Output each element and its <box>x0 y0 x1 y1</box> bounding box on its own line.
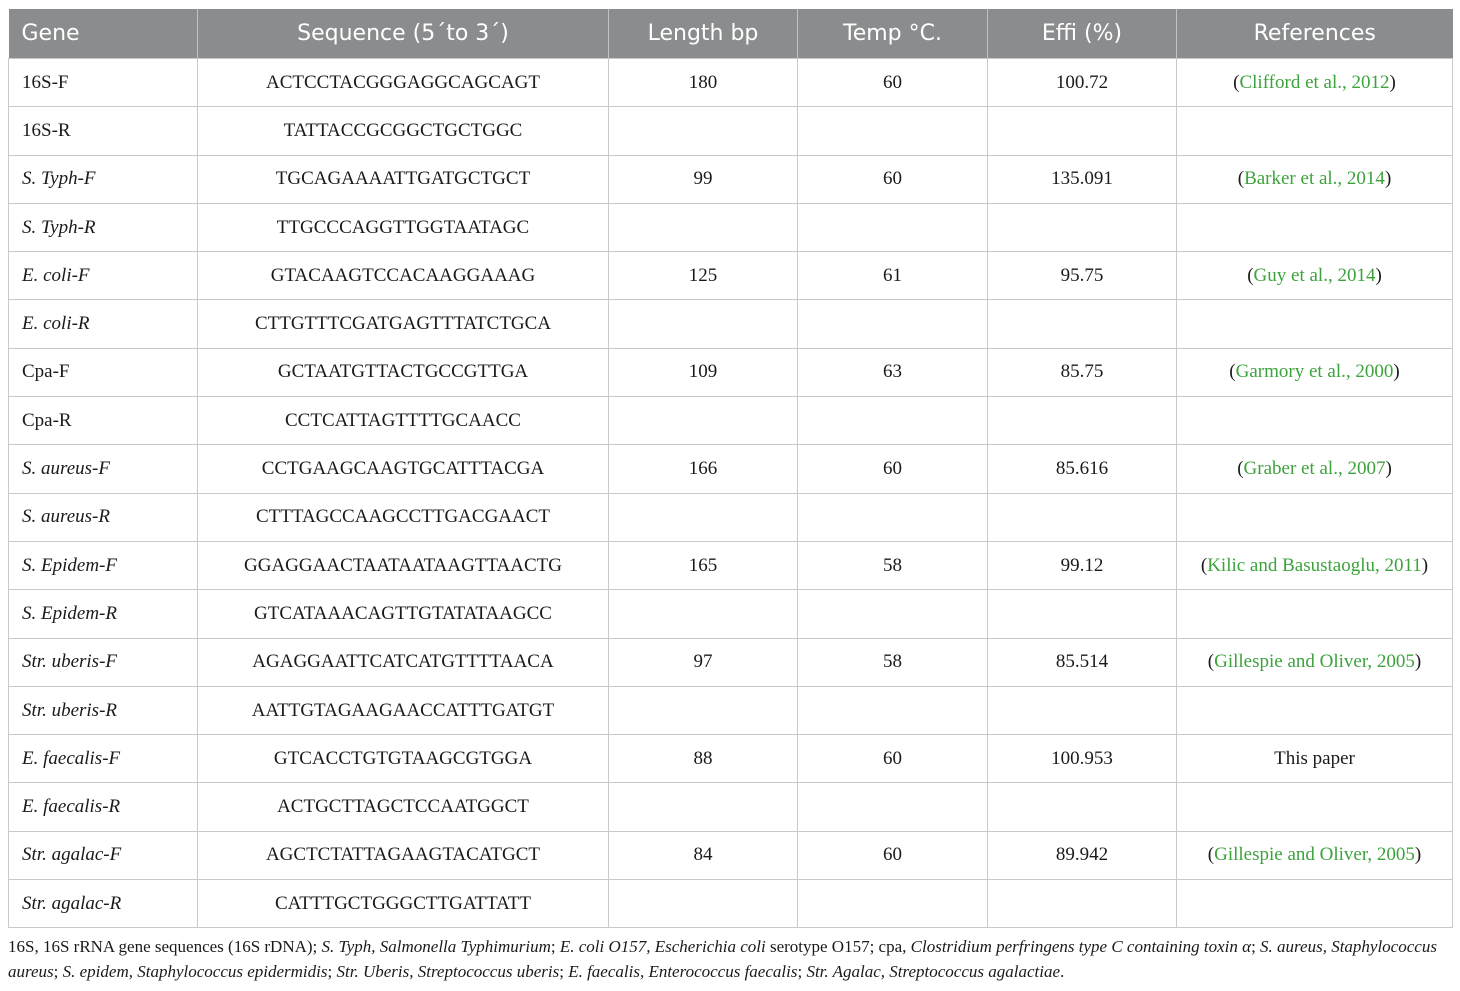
close-paren: ) <box>1393 361 1400 383</box>
gene-cell: E. coli-R <box>9 300 198 348</box>
table-row <box>9 252 1453 300</box>
table-row <box>9 590 1453 638</box>
gene-cell: S. Epidem-R <box>9 590 198 638</box>
footnote-segment: Clostridium perfringens type C containing toxin α <box>910 937 1252 956</box>
footnote-segment: ; <box>797 962 807 981</box>
efficiency-cell: 85.75 <box>988 348 1177 396</box>
efficiency-cell <box>988 300 1177 348</box>
efficiency-cell <box>988 107 1177 155</box>
sequence-cell: CATTTGCTGGGCTTGATTATT <box>198 880 609 928</box>
sequence-cell: GTCACCTGTGTAAGCGTGGA <box>198 735 609 783</box>
sequence-cell: CCTGAAGCAAGTGCATTTACGA <box>198 445 609 493</box>
reference-cell <box>1177 300 1453 348</box>
gene-cell: 16S-F <box>9 59 198 107</box>
footnote-segment: 16S, 16S rRNA gene sequences (16S rDNA); <box>8 937 322 956</box>
reference-link[interactable]: Gillespie and Oliver, 2005 <box>1214 651 1415 673</box>
temp-cell: 61 <box>798 252 988 300</box>
footnote-segment: serotype O157; cpa, <box>765 937 911 956</box>
length-cell: 97 <box>609 638 798 686</box>
sequence-cell: GTACAAGTCCACAAGGAAAG <box>198 252 609 300</box>
sequence-cell: GGAGGAACTAATAATAAGTTAACTG <box>198 541 609 589</box>
temp-cell <box>798 686 988 734</box>
temp-cell <box>798 783 988 831</box>
table-row <box>9 107 1453 155</box>
gene-cell: S. Epidem-F <box>9 541 198 589</box>
temp-cell <box>798 493 988 541</box>
temp-cell: 60 <box>798 155 988 203</box>
footnote-segment: ; <box>550 937 560 956</box>
temp-cell: 58 <box>798 638 988 686</box>
efficiency-cell: 100.72 <box>988 59 1177 107</box>
table-row <box>9 831 1453 879</box>
reference-cell <box>1177 638 1453 686</box>
reference-cell <box>1177 155 1453 203</box>
header-length: Length bp <box>609 9 798 59</box>
reference-cell <box>1177 203 1453 251</box>
footnote-segment: ; <box>53 962 63 981</box>
reference-cell <box>1177 59 1453 107</box>
footnote-segment: S. aureus, Staphylococcus aureus <box>8 937 1437 981</box>
efficiency-cell <box>988 493 1177 541</box>
efficiency-cell: 135.091 <box>988 155 1177 203</box>
table-body <box>9 59 1453 928</box>
length-cell: 99 <box>609 155 798 203</box>
temp-cell <box>798 300 988 348</box>
reference-link[interactable]: Garmory et al., 2000 <box>1235 361 1394 383</box>
efficiency-cell: 99.12 <box>988 541 1177 589</box>
efficiency-cell <box>988 397 1177 445</box>
sequence-cell: TGCAGAAAATTGATGCTGCT <box>198 155 609 203</box>
reference-cell <box>1177 107 1453 155</box>
efficiency-cell <box>988 590 1177 638</box>
temp-cell: 60 <box>798 59 988 107</box>
reference-cell <box>1177 348 1453 396</box>
length-cell <box>609 203 798 251</box>
close-paren: ) <box>1414 651 1422 673</box>
reference-cell <box>1177 831 1453 879</box>
open-paren: ( <box>1247 264 1254 286</box>
efficiency-cell: 89.942 <box>988 831 1177 879</box>
reference-link[interactable]: Kilic and Basustaoglu, 2011 <box>1207 554 1422 576</box>
table-row <box>9 735 1453 783</box>
table-row <box>9 300 1453 348</box>
length-cell <box>609 107 798 155</box>
length-cell: 166 <box>609 445 798 493</box>
efficiency-cell: 85.616 <box>988 445 1177 493</box>
sequence-cell: AGCTCTATTAGAAGTACATGCT <box>198 831 609 879</box>
table-row <box>9 880 1453 928</box>
length-cell: 88 <box>609 735 798 783</box>
gene-cell: E. coli-F <box>9 252 198 300</box>
temp-cell <box>798 203 988 251</box>
sequence-cell: AATTGTAGAAGAACCATTTGATGT <box>198 686 609 734</box>
reference-text: This paper <box>1274 747 1355 769</box>
reference-link[interactable]: Graber et al., 2007 <box>1243 458 1386 480</box>
length-cell <box>609 590 798 638</box>
sequence-cell: TTGCCCAGGTTGGTAATAGC <box>198 203 609 251</box>
header-row <box>9 9 1453 59</box>
footnote-segment: S. Typh, Salmonella Typhimurium <box>321 937 551 956</box>
open-paren: ( <box>1207 844 1215 866</box>
open-paren: ( <box>1237 458 1244 480</box>
close-paren: ) <box>1421 554 1429 576</box>
footnote-segment: . <box>1060 962 1065 981</box>
gene-cell: S. aureus-F <box>9 445 198 493</box>
table-row <box>9 783 1453 831</box>
open-paren: ( <box>1207 651 1215 673</box>
length-cell: 84 <box>609 831 798 879</box>
header-references: References <box>1177 9 1453 59</box>
header-gene: Gene <box>9 9 198 59</box>
efficiency-cell: 85.514 <box>988 638 1177 686</box>
gene-cell: Str. uberis-F <box>9 638 198 686</box>
primer-table <box>8 9 1453 928</box>
gene-cell: E. faecalis-R <box>9 783 198 831</box>
reference-cell <box>1177 686 1453 734</box>
table-footnote <box>8 934 1454 984</box>
gene-cell: S. Typh-F <box>9 155 198 203</box>
reference-cell <box>1177 735 1453 783</box>
footnote-segment: Str. Agalac, Streptococcus agalactiae <box>806 962 1060 981</box>
footnote-segment: S. epidem, Staphylococcus epidermidis <box>62 962 328 981</box>
temp-cell: 58 <box>798 541 988 589</box>
header-temp: Temp °C. <box>798 9 988 59</box>
temp-cell: 60 <box>798 735 988 783</box>
table-row <box>9 493 1453 541</box>
gene-cell: S. Typh-R <box>9 203 198 251</box>
header-efficiency: Effi (%) <box>988 9 1177 59</box>
table-row <box>9 348 1453 396</box>
close-paren: ) <box>1389 71 1396 93</box>
reference-cell <box>1177 397 1453 445</box>
length-cell <box>609 493 798 541</box>
sequence-cell: GCTAATGTTACTGCCGTTGA <box>198 348 609 396</box>
gene-cell: S. aureus-R <box>9 493 198 541</box>
efficiency-cell <box>988 783 1177 831</box>
table-row <box>9 638 1453 686</box>
gene-cell: Cpa-R <box>9 397 198 445</box>
gene-cell: Str. agalac-R <box>9 880 198 928</box>
length-cell <box>609 300 798 348</box>
reference-cell <box>1177 590 1453 638</box>
temp-cell <box>798 590 988 638</box>
reference-cell <box>1177 541 1453 589</box>
table-header <box>9 9 1453 59</box>
open-paren: ( <box>1233 71 1240 93</box>
table-row <box>9 445 1453 493</box>
footnote-segment: ; <box>327 962 337 981</box>
sequence-cell: CCTCATTAGTTTTGCAACC <box>198 397 609 445</box>
footnote-segment: E. faecalis, Enterococcus faecalis <box>568 962 798 981</box>
sequence-cell: GTCATAAACAGTTGTATATAAGCC <box>198 590 609 638</box>
table-row <box>9 397 1453 445</box>
gene-cell: E. faecalis-F <box>9 735 198 783</box>
temp-cell: 60 <box>798 445 988 493</box>
efficiency-cell: 100.953 <box>988 735 1177 783</box>
reference-link[interactable]: Clifford et al., 2012 <box>1239 71 1390 93</box>
footnote-segment: ; <box>559 962 569 981</box>
length-cell: 165 <box>609 541 798 589</box>
close-paren: ) <box>1375 264 1382 286</box>
length-cell: 109 <box>609 348 798 396</box>
open-paren: ( <box>1200 554 1208 576</box>
length-cell <box>609 397 798 445</box>
table-row <box>9 203 1453 251</box>
footnote-segment: E. coli O157, Escherichia coli <box>559 937 766 956</box>
footnote-segment: Str. Uberis, Streptococcus uberis <box>336 962 560 981</box>
gene-cell: 16S-R <box>9 107 198 155</box>
sequence-cell: CTTTAGCCAAGCCTTGACGAACT <box>198 493 609 541</box>
reference-cell <box>1177 880 1453 928</box>
efficiency-cell <box>988 686 1177 734</box>
length-cell <box>609 783 798 831</box>
header-sequence: Sequence (5´to 3´) <box>198 9 609 59</box>
sequence-cell: CTTGTTTCGATGAGTTTATCTGCA <box>198 300 609 348</box>
close-paren: ) <box>1384 168 1392 190</box>
reference-link[interactable]: Guy et al., 2014 <box>1253 264 1376 286</box>
sequence-cell: ACTCCTACGGGAGGCAGCAGT <box>198 59 609 107</box>
reference-link[interactable]: Gillespie and Oliver, 2005 <box>1214 844 1415 866</box>
efficiency-cell <box>988 203 1177 251</box>
reference-cell <box>1177 445 1453 493</box>
reference-cell <box>1177 783 1453 831</box>
table-row <box>9 155 1453 203</box>
temp-cell: 60 <box>798 831 988 879</box>
length-cell: 180 <box>609 59 798 107</box>
temp-cell <box>798 107 988 155</box>
close-paren: ) <box>1385 458 1392 480</box>
open-paren: ( <box>1237 168 1245 190</box>
length-cell <box>609 880 798 928</box>
gene-cell: Str. agalac-F <box>9 831 198 879</box>
table-row <box>9 686 1453 734</box>
temp-cell: 63 <box>798 348 988 396</box>
efficiency-cell: 95.75 <box>988 252 1177 300</box>
open-paren: ( <box>1229 361 1236 383</box>
reference-cell <box>1177 493 1453 541</box>
close-paren: ) <box>1414 844 1422 866</box>
length-cell <box>609 686 798 734</box>
reference-cell <box>1177 252 1453 300</box>
sequence-cell: ACTGCTTAGCTCCAATGGCT <box>198 783 609 831</box>
sequence-cell: AGAGGAATTCATCATGTTTTAACA <box>198 638 609 686</box>
reference-link[interactable]: Barker et al., 2014 <box>1244 168 1385 190</box>
temp-cell <box>798 397 988 445</box>
temp-cell <box>798 880 988 928</box>
table-row <box>9 59 1453 107</box>
gene-cell: Cpa-F <box>9 348 198 396</box>
gene-cell: Str. uberis-R <box>9 686 198 734</box>
footnote-segment: ; <box>1251 937 1261 956</box>
length-cell: 125 <box>609 252 798 300</box>
sequence-cell: TATTACCGCGGCTGCTGGC <box>198 107 609 155</box>
efficiency-cell <box>988 880 1177 928</box>
table-row <box>9 541 1453 589</box>
